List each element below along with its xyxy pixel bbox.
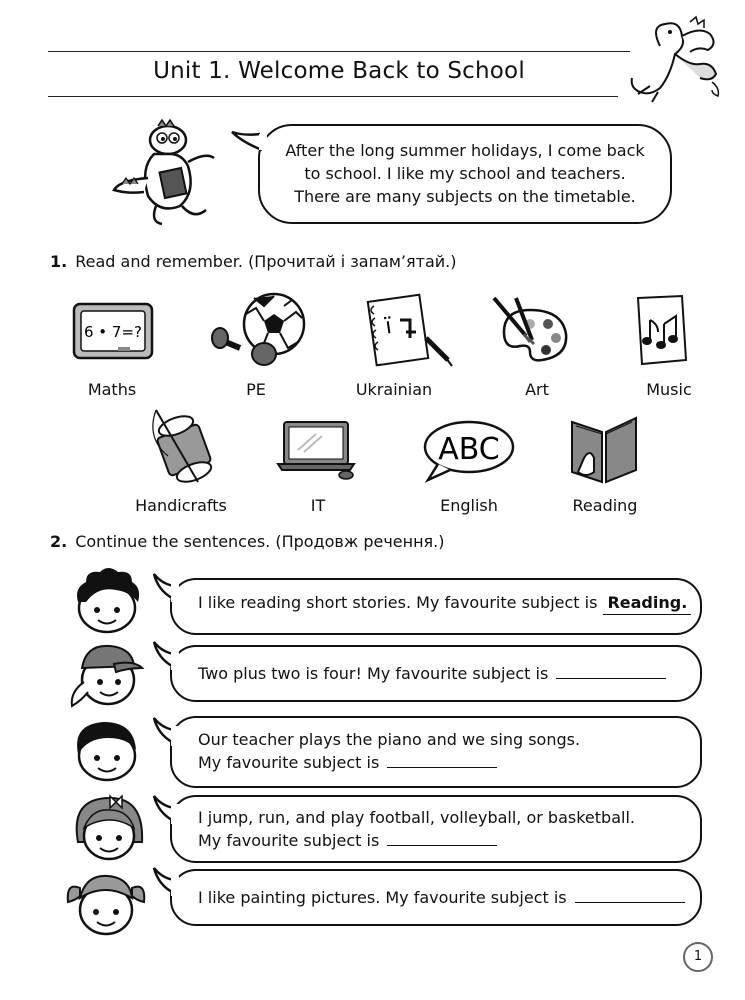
sentence-4-line-2-row [198,829,635,852]
abc-speech-bubble-icon [422,420,516,482]
ball-and-dumbbell-icon [210,292,310,366]
sentence-2-answer-blank[interactable] [556,662,666,679]
sentence-3-line-2: My favourite subject is [198,753,380,772]
subject-label-it: IT [310,496,326,515]
subject-label-art: Art [525,380,549,399]
subject-label-music: Music [646,380,692,399]
abc-text: ABC [438,432,500,467]
chalkboard-icon [72,302,154,360]
subject-label-handicrafts: Handicrafts [135,496,227,515]
exercise-2-heading [50,532,445,551]
notebook-and-pencil-icon [362,292,454,368]
header-bottom-rule [48,96,618,97]
sentence-1-answer: Reading. [603,592,691,615]
girl-with-bow-avatar-icon [70,794,148,864]
bubble-tails [150,570,186,930]
sentence-4-line-1: I jump, run, and play football, volleyball, or basketball. [198,808,635,827]
boy-curly-hair-avatar-icon [70,568,144,636]
intro-line: to school. I like my school and teachers. [304,164,626,183]
palette-and-brushes-icon [490,296,572,366]
laptop-and-mouse-icon [276,420,362,480]
girl-pigtails-avatar-icon [64,868,148,938]
sentence-5-answer-blank[interactable] [575,886,685,903]
sentence-4-answer-blank[interactable] [387,829,497,846]
sentence-1-text: I like reading short stories. My favourite subject is [198,593,598,612]
sentence-5-text: I like painting pictures. My favourite subject is [198,888,567,907]
exercise-1-instruction: Read and remember. (Прочитай і запам’ятай.) [75,252,457,271]
subject-label-reading: Reading [572,496,638,515]
exercise-1-heading [50,252,456,271]
svg-text:ї: ї [383,313,394,340]
exercise-2-instruction: Continue the sentences. (Продовж речення.) [75,532,445,551]
header-top-rule [48,51,630,52]
intro-bubble-tail [230,130,270,160]
boy-dark-hair-avatar-icon [70,716,144,784]
dragon-mascot-header-icon [620,16,730,106]
intro-line: There are many subjects on the timetable. [294,187,636,206]
open-book-in-hand-icon [568,412,640,484]
sentence-1 [198,592,691,615]
sentence-3-line-1: Our teacher plays the piano and we sing songs. [198,730,581,749]
girl-with-cap-avatar-icon [64,638,146,710]
subject-label-english: English [440,496,498,515]
intro-line: After the long summer holidays, I come back [285,141,645,160]
subject-label-ukrainian: Ukrainian [355,380,433,399]
sentence-4 [198,807,635,852]
sentence-5 [198,886,685,909]
sentence-3-answer-blank[interactable] [387,751,497,768]
sentence-4-line-2: My favourite subject is [198,831,380,850]
subject-label-maths: Maths [87,380,137,399]
sentence-3 [198,729,580,774]
page-title: Unit 1. Welcome Back to School [153,58,525,84]
thread-spool-and-needle-icon [148,408,218,484]
page-number: 1 [683,942,713,972]
dinosaur-with-book-icon [110,118,222,230]
music-sheet-icon [632,294,690,366]
sentence-2 [198,662,666,685]
intro-text [265,139,665,208]
sentence-2-text: Two plus two is four! My favourite subject is [198,664,549,683]
exercise-2-number: 2. [50,532,68,551]
subject-label-pe: PE [246,380,266,399]
sentence-3-line-2-row [198,751,580,774]
chalkboard-text: 6 • 7=? [83,323,143,341]
exercise-1-number: 1. [50,252,68,271]
